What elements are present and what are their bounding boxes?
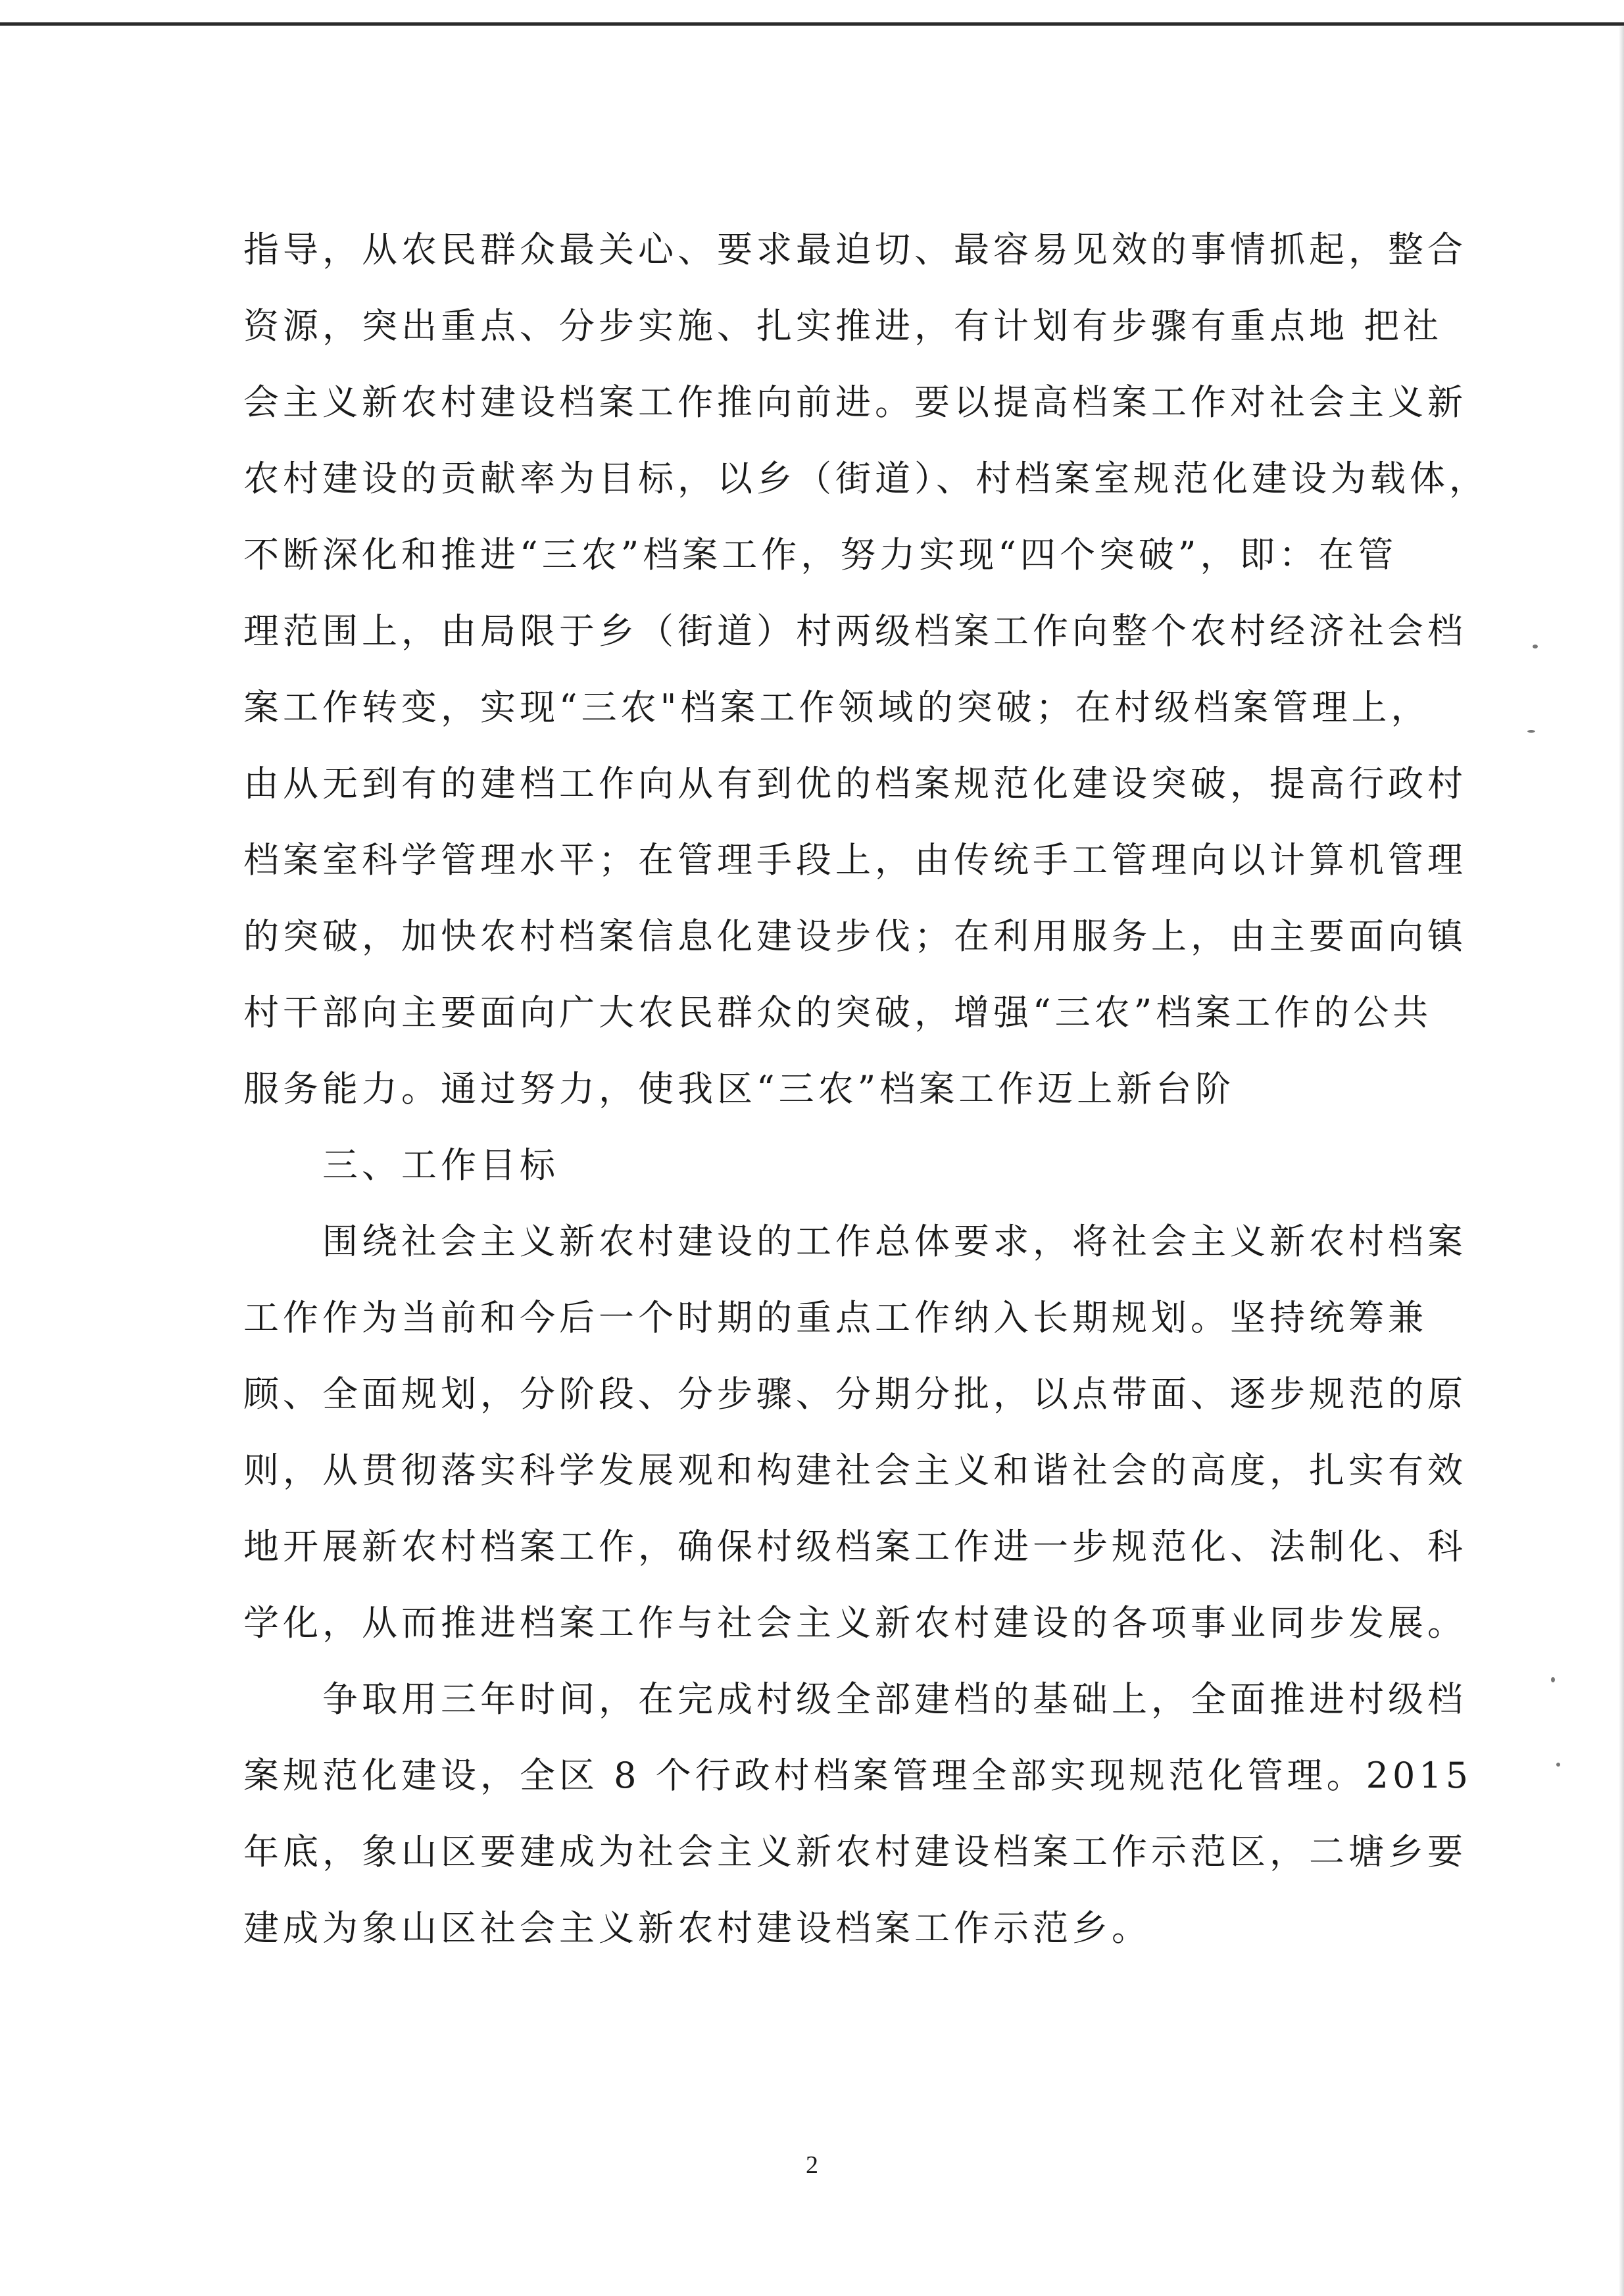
body-line: 由从无到有的建档工作向从有到优的档案规范化建设突破，提高行政村: [243, 763, 1467, 804]
body-line: 服务能力。通过努力，使我区“三农”档案工作迈上新台阶: [243, 1068, 1235, 1110]
body-line: 案工作转变，实现“三农"档案工作领域的突破；在村级档案管理上，: [243, 687, 1431, 728]
body-line: 争取用三年时间，在完成村级全部建档的基础上，全面推进村级档: [322, 1678, 1467, 1720]
page-number: 2: [806, 2151, 818, 2179]
body-line: 工作作为当前和今后一个时期的重点工作纳入长期规划。坚持统筹兼: [243, 1297, 1427, 1338]
scan-speck: [1527, 730, 1535, 733]
section-heading: 三、工作目标: [322, 1144, 559, 1186]
body-line: 年底，象山区要建成为社会主义新农村建设档案工作示范区，二塘乡要: [243, 1831, 1467, 1872]
body-line: 档案室科学管理水平；在管理手段上，由传统手工管理向以计算机管理: [243, 839, 1467, 881]
body-line: 农村建设的贡献率为目标，以乡（街道）、村档案室规范化建设为载体，: [243, 458, 1489, 499]
scan-speck: [1551, 1677, 1555, 1682]
body-line: 围绕社会主义新农村建设的工作总体要求，将社会主义新农村档案: [322, 1221, 1467, 1262]
body-line: 案规范化建设，全区 8 个行政村档案管理全部实现规范化管理。2015: [243, 1755, 1473, 1796]
body-line: 则，从贯彻落实科学发展观和构建社会主义和谐社会的高度，扎实有效: [243, 1450, 1467, 1491]
scan-edge-shadow: [1619, 26, 1624, 2296]
body-line: 学化，从而推进档案工作与社会主义新农村建设的各项事业同步发展。: [243, 1602, 1467, 1644]
top-border-line: [0, 22, 1624, 26]
body-line: 的突破，加快农村档案信息化建设步伐；在利用服务上，由主要面向镇: [243, 916, 1467, 957]
body-line: 不断深化和推进“三农”档案工作，努力实现“四个突破”，即：在管: [243, 534, 1398, 575]
body-line: 村干部向主要面向广大农民群众的突破，增强“三农”档案工作的公共: [243, 992, 1433, 1033]
document-body: [243, 212, 1489, 1966]
body-line: 顾、全面规划，分阶段、分步骤、分期分批，以点带面、逐步规范的原: [243, 1373, 1467, 1415]
body-line: 理范围上，由局限于乡（街道）村两级档案工作向整个农村经济社会档: [243, 610, 1467, 652]
body-line: 会主义新农村建设档案工作推向前进。要以提高档案工作对社会主义新: [243, 381, 1467, 423]
body-line: 指导，从农民群众最关心、要求最迫切、最容易见效的事情抓起，整合: [243, 229, 1467, 270]
body-line: 建成为象山区社会主义新农村建设档案工作示范乡。: [243, 1907, 1151, 1949]
body-line: 地开展新农村档案工作，确保村级档案工作进一步规范化、法制化、科: [243, 1526, 1467, 1567]
body-line: 资源，突出重点、分步实施、扎实推进，有计划有步骤有重点地 把社: [243, 305, 1443, 347]
scan-speck: [1533, 645, 1538, 648]
scan-speck: [1556, 1763, 1560, 1767]
